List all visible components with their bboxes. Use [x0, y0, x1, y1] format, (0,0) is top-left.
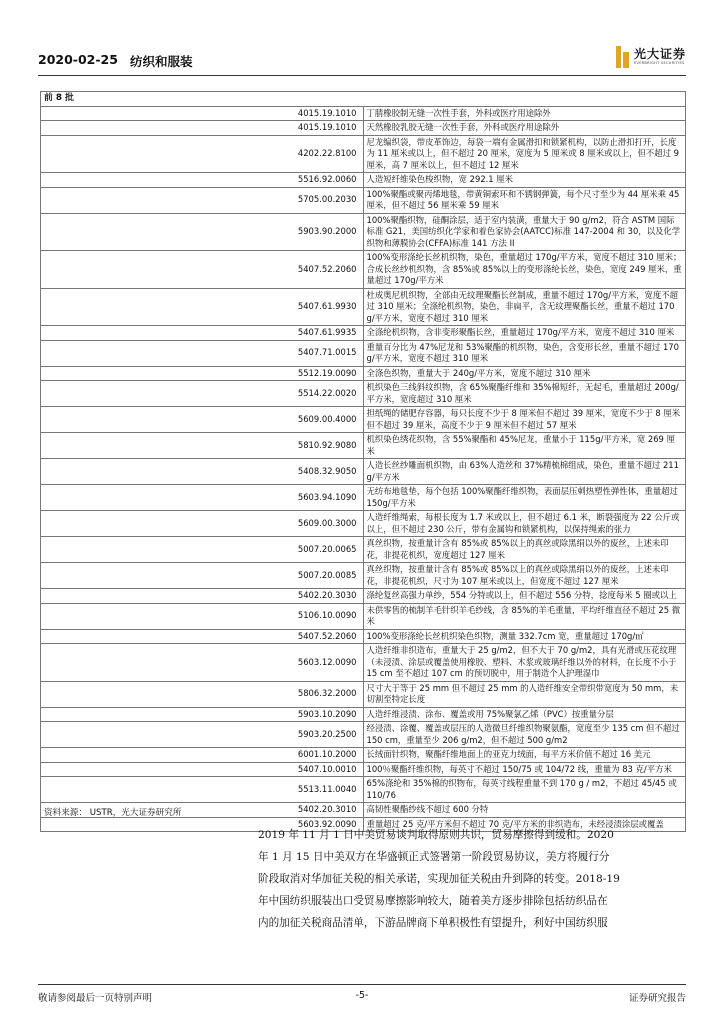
hts-code-cell: 5407.71.0015 [41, 340, 364, 366]
table-row [41, 187, 686, 213]
batch-row [41, 92, 686, 107]
table-row [41, 366, 686, 381]
product-description-cell: 真丝织物，按重量计含有 85%或 85%以上的真丝或除黑绢以外的废丝，上述未印花，非提花机织，尺寸为 107 厘米或以上，但宽度不超过 127 厘米 [363, 563, 686, 589]
hts-code-cell: 5407.61.9930 [41, 288, 364, 326]
hts-code-cell: 5513.11.0040 [41, 777, 364, 803]
product-description-cell: 未供零售的梳制羊毛针织羊毛纱线，含 85%的羊毛重量，平均纤维直径不超过 25 微米 [363, 603, 686, 629]
product-description-cell: 经浸渍、涂覆、覆盖或层压的人造微旦纤维织物聚氨酯，宽度至少 135 cm 但不超过 150 cm，重量至少 206 g/m2，但不超过 500 g/m2 [363, 722, 686, 748]
hts-code-cell: 5407.52.2060 [41, 251, 364, 289]
product-description-cell: 真丝织物，按重量计含有 85%或 85%以上的真丝或除黑绢以外的废丝，上述未印花，非提花机织，宽度超过 127 厘米 [363, 537, 686, 563]
table-row [41, 407, 686, 433]
table-row [41, 213, 686, 251]
table-row [41, 722, 686, 748]
table-row [41, 629, 686, 644]
disclaimer-note: 敬请参阅最后一页特别声明 [38, 993, 153, 1004]
hts-code-cell: 5106.10.0090 [41, 603, 364, 629]
hts-code-cell: 5903.20.2500 [41, 722, 364, 748]
hts-code-cell: 5514.22.0020 [41, 381, 364, 407]
table-row [41, 644, 686, 682]
hts-code-cell: 5408.32.9050 [41, 459, 364, 485]
product-description-cell: 担纸绳的储肥存容器，每只长度不少于 8 厘米但不超过 39 厘米，宽度不少于 8 厘米但不超过 39 厘米，高度不少于 9 厘米但不超过 57 厘米 [363, 407, 686, 433]
table-row [41, 340, 686, 366]
tariff-exclusion-table [40, 91, 686, 832]
table-source: 资料来源： USTR，光大证券研究所 [44, 808, 182, 818]
hts-code-cell: 5007.20.0065 [41, 537, 364, 563]
table-row [41, 135, 686, 173]
product-description-cell: 65%涤纶和 35%棉的织物布，每英寸线程重量不到 170 g / m2，不超过 45/45 或 110/76 [363, 777, 686, 803]
report-type: 证券研究报告 [628, 993, 686, 1004]
product-description-cell: 100%变形涤纶长丝机织物，染色，重量超过 170g/平方米，宽度不超过 310 厘米；合成长丝纱机织物，含 85%或 85%以上的变形涤纶长丝，染色，宽度 249 厘米，重量超过 170g/平方米 [363, 251, 686, 289]
table-row [41, 681, 686, 707]
product-description-cell: 无纺布地毯垫，每个包括 100%聚酯纤维织物，表面层压刺热塑性弹性体，重量超过 150g/平方米 [363, 485, 686, 511]
product-description-cell: 丁腈橡胶制无缝一次性手套，外科或医疗用途除外 [363, 106, 686, 121]
table-row [41, 511, 686, 537]
hts-code-cell: 4015.19.1010 [41, 121, 364, 136]
product-description-cell: 人造纤维非织造布，重量大于 25 g/m2，但不大于 70 g/m2，具有光滑或压花纹理（未浸渍、涂层或覆盖使用橡胶、塑料、木浆或玻璃纤维以外的材料，在长度不小于 15 cm 至不超过 107 cm 的预切脱中，用于制造个人护理湿巾 [363, 644, 686, 682]
table-row [41, 777, 686, 803]
product-description-cell: 高韧性聚酯纱线不超过 600 分特 [363, 803, 686, 818]
hts-code-cell: 5810.92.9080 [41, 433, 364, 459]
hts-code-cell: 5609.00.4000 [41, 407, 364, 433]
report-date: 2020-02-25 [38, 52, 118, 67]
product-description-cell: 机织染色绣花织物，含 55%聚酯和 45%尼龙，重量小于 115g/平方米，宽 269 厘米 [363, 433, 686, 459]
header-divider [38, 75, 686, 76]
page-number: -5- [355, 990, 369, 1001]
product-description-cell: 重量百分比为 47%尼龙和 53%聚酯的机织物，染色，含变形长丝，重量不超过 170g/平方米，宽度不超过 310 厘米 [363, 340, 686, 366]
hts-code-cell: 5516.92.0060 [41, 173, 364, 188]
product-description-cell: 尼龙编织袋，带皮革饰边，每袋一端有金属滑扣和锁紧机构，以防止滑扣打开，长度为 11 厘米或以上，但不超过 20 厘米，宽度为 5 厘米或 8 厘米或以上，但不超过 9 厘米，高 7 厘米以上，但不超过 12 厘米 [363, 135, 686, 173]
table-row [41, 381, 686, 407]
page-header [38, 47, 686, 74]
hts-code-cell: 5402.20.3030 [41, 589, 364, 604]
product-description-cell: 天然橡胶乳胶无缝一次性手套，外科或医疗用途除外 [363, 121, 686, 136]
table-row [41, 288, 686, 326]
hts-code-cell: 4015.19.1010 [41, 106, 364, 121]
table-row [41, 121, 686, 136]
table-row [41, 173, 686, 188]
table-row [41, 485, 686, 511]
batch-label: 前 8 批 [41, 92, 686, 107]
hts-code-cell: 5903.10.2090 [41, 707, 364, 722]
hts-code-cell: 5407.61.9935 [41, 326, 364, 341]
product-description-cell: 人造纤维浸渍、涂布、覆盖或用 75%聚氯乙烯（PVC）按重量分层 [363, 707, 686, 722]
product-description-cell: 长绒面针织物，聚酯纤维地面上的亚克力绒面，每平方米价值不超过 16 美元 [363, 748, 686, 763]
sector-name: 纺织和服装 [130, 54, 193, 69]
product-description-cell: 全涤色织物，重量大于 240g/平方米，宽度不超过 310 厘米 [363, 366, 686, 381]
paragraph-line: 2019 年 11 月 1 日中美贸易谈判取得原则共识，贸易摩擦得到缓和。2020 [258, 829, 614, 841]
table-row [41, 537, 686, 563]
table-row [41, 251, 686, 289]
table-row [41, 563, 686, 589]
paragraph-line: 年中国纺织服装出口受贸易摩擦影响较大，随着美方逐步排除包括纺织品在 [258, 895, 608, 907]
table-row [41, 603, 686, 629]
product-description-cell: 机织染色三线斜纹织物，含 65%聚酯纤维和 35%棉短纤，无起毛，重量超过 200g/平方米，宽度超过 310 厘米 [363, 381, 686, 407]
product-description-cell: 重量超过 25 克/平方米但不超过 70 克/平方米的非织造布，未经浸渍涂层或覆盖 [363, 817, 686, 832]
table-row [41, 707, 686, 722]
product-description-cell: 100%变形涤纶长丝机织染色织物，测量 332.7cm 宽，重量超过 170g/㎡ [363, 629, 686, 644]
product-description-cell: 杜成奥尼机织物，全部由无纹理聚酯长丝制成，重量不超过 170g/平方米，宽度不超过 310 厘米；全涤纶机织物，染色，非扁平，含无纹理聚酯长丝，重量不超过 170g/平方米，宽度不超过 310 厘米 [363, 288, 686, 326]
hts-code-cell: 5806.32.2000 [41, 681, 364, 707]
paragraph-line: 阶段取消对华加征关税的相关承诺，实现加征关税由升到降的转变。2018-19 [258, 873, 620, 885]
product-description-cell: 人造长丝纱雕面机织物，由 63%人造丝和 37%精梳棉组成，染色，重量不超过 211g/平方米 [363, 459, 686, 485]
product-description-cell: 100%聚酯或聚丙烯地毯，带黄铜索环和不锈钢弹簧，每个尺寸至少为 44 厘米乘 45 厘米，但不超过 56 厘米乘 59 厘米 [363, 187, 686, 213]
product-description-cell: 尺寸大于等于 25 mm 但不超过 25 mm 的人造纤维安全带织带宽度为 50 mm，未切割至特定长度 [363, 681, 686, 707]
table-row [41, 326, 686, 341]
logo-name: 光大证券 [633, 47, 686, 61]
product-description-cell: 100％聚酯纤维织物，每英寸不超过 150/75 或 104/72 线，重量为 83 克/平方米 [363, 762, 686, 777]
hts-code-cell: 5603.12.0090 [41, 644, 364, 682]
product-description-cell: 100%聚酯织物，硅酮涂层，适于室内装潢，重量大于 90 g/m2，符合 ASTM 国际标准 G21，美国纺织化学家和着色家协会(AATCC)标准 147-2004 和 30，以及化学织物和薄膜协会(CFFA)标准 141 方法 II [363, 213, 686, 251]
hts-code-cell: 5407.52.2060 [41, 629, 364, 644]
table-row [41, 459, 686, 485]
table-row [41, 433, 686, 459]
hts-code-cell: 6001.10.2000 [41, 748, 364, 763]
company-logo [616, 44, 686, 70]
product-description-cell: 涤纶复丝高强力单纱，554 分特或以上，但不超过 556 分特，捻度每米 5 圈或以上 [363, 589, 686, 604]
hts-code-cell: 5512.19.0090 [41, 366, 364, 381]
page-footer [38, 990, 686, 1006]
table-row [41, 589, 686, 604]
body-paragraph [258, 824, 686, 934]
hts-code-cell: 4202.22.8100 [41, 135, 364, 173]
hts-code-cell: 5402.20.3010 [41, 803, 364, 818]
logo-english-name: EVERBRIGHT SECURITIES [633, 61, 685, 65]
hts-code-cell: 5407.10.0010 [41, 762, 364, 777]
product-description-cell: 全涤纶机织物，含非变形聚酯长丝，重量超过 170g/平方米，宽度不超过 310 厘米 [363, 326, 686, 341]
table-row [41, 748, 686, 763]
hts-code-cell: 5603.94.1090 [41, 485, 364, 511]
product-description-cell: 人造纤维绳索，每根长度为 1.7 米或以上，但不超过 6.1 米，断裂强度为 22 公斤或以上，但不超过 230 公斤，带有金属钩和锁紧机构，以保持绳索的张力 [363, 511, 686, 537]
table-row [41, 106, 686, 121]
hts-code-cell: 5705.00.2030 [41, 187, 364, 213]
footer-divider [38, 984, 686, 985]
logo-mark-icon [616, 46, 630, 68]
paragraph-line: 内的加征关税商品清单，下游品牌商下单积极性有望提升，利好中国纺织服 [258, 917, 608, 929]
hts-code-cell: 5903.90.2000 [41, 213, 364, 251]
product-description-cell: 人造短纤维染色梭织物，宽 292.1 厘米 [363, 173, 686, 188]
hts-code-cell: 5603.92.0090 [41, 817, 364, 832]
paragraph-line: 年 1 月 15 日中美双方在华盛顿正式签署第一阶段贸易协议，美方将履行分 [258, 851, 610, 863]
hts-code-cell: 5609.00.3000 [41, 511, 364, 537]
hts-code-cell: 5007.20.0085 [41, 563, 364, 589]
table-row [41, 762, 686, 777]
